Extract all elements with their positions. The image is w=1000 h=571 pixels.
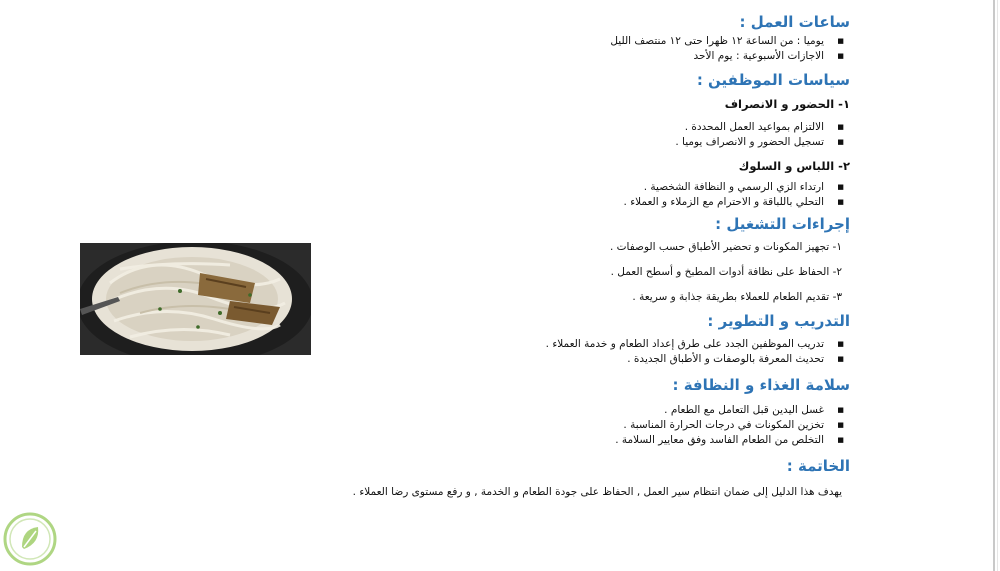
leaf-logo-icon bbox=[2, 511, 58, 567]
working-hours-heading: ساعات العمل : bbox=[739, 13, 850, 31]
dress-subheading: ٢- اللباس و السلوك bbox=[738, 159, 850, 173]
training-heading: التدريب و التطوير : bbox=[707, 312, 850, 330]
food-safety-list bbox=[150, 403, 850, 448]
conclusion-heading: الخاتمة : bbox=[786, 457, 850, 475]
attendance-list bbox=[150, 120, 850, 150]
attendance-subheading: ١- الحضور و الانصراف bbox=[724, 97, 850, 111]
list-item: ■ تدريب الموظفين الجدد على طرق إعداد الطعام و خدمة العملاء . bbox=[150, 337, 850, 352]
watermark-logo bbox=[2, 511, 58, 567]
operations-step: ٣- تقديم الطعام للعملاء بطريقة جذابة و سريعة . bbox=[632, 291, 842, 303]
page-edge bbox=[993, 0, 995, 571]
list-item: ■ غسل اليدين قبل التعامل مع الطعام . bbox=[150, 403, 850, 418]
list-item: ■ التحلي باللباقة و الاحترام مع الزملاء و العملاء . bbox=[150, 195, 850, 210]
list-item: ■ تسجيل الحضور و الانصراف يوميا . bbox=[150, 135, 850, 150]
list-item: ■ التخلص من الطعام الفاسد وفق معايير السلامة . bbox=[150, 433, 850, 448]
list-item: ■ الاجازات الأسبوعية : يوم الأحد bbox=[150, 49, 850, 64]
food-safety-heading: سلامة الغذاء و النظافة : bbox=[672, 376, 850, 394]
staff-policies-heading: سياسات الموظفين : bbox=[696, 71, 850, 89]
list-item: ■ ارتداء الزي الرسمي و النظافة الشخصية . bbox=[150, 180, 850, 195]
list-item: ■ الالتزام بمواعيد العمل المحددة . bbox=[150, 120, 850, 135]
working-hours-list bbox=[150, 34, 850, 64]
page-edge-shadow bbox=[997, 0, 998, 571]
operations-step: ١- تجهيز المكونات و تحضير الأطباق حسب الوصفات . bbox=[609, 241, 842, 253]
pasta-dish-image bbox=[80, 243, 311, 355]
dress-list bbox=[150, 180, 850, 210]
list-item: ■ تحديث المعرفة بالوصفات و الأطباق الجديدة . bbox=[150, 352, 850, 367]
conclusion-text: يهدف هذا الدليل إلى ضمان انتظام سير العمل , الحفاظ على جودة الطعام و الخدمة , و رفع مستوى رضا العملاء . bbox=[352, 486, 842, 498]
list-item: ■ يوميا : من الساعة ١٢ ظهرا حتى ١٢ منتصف الليل bbox=[150, 34, 850, 49]
pasta-dish-photo bbox=[80, 243, 311, 355]
operations-heading: إجراءات التشغيل : bbox=[715, 215, 850, 233]
list-item: ■ تخزين المكونات في درجات الحرارة المناسبة . bbox=[150, 418, 850, 433]
operations-step: ٢- الحفاظ على نظافة أدوات المطبخ و أسطح العمل . bbox=[610, 266, 842, 278]
